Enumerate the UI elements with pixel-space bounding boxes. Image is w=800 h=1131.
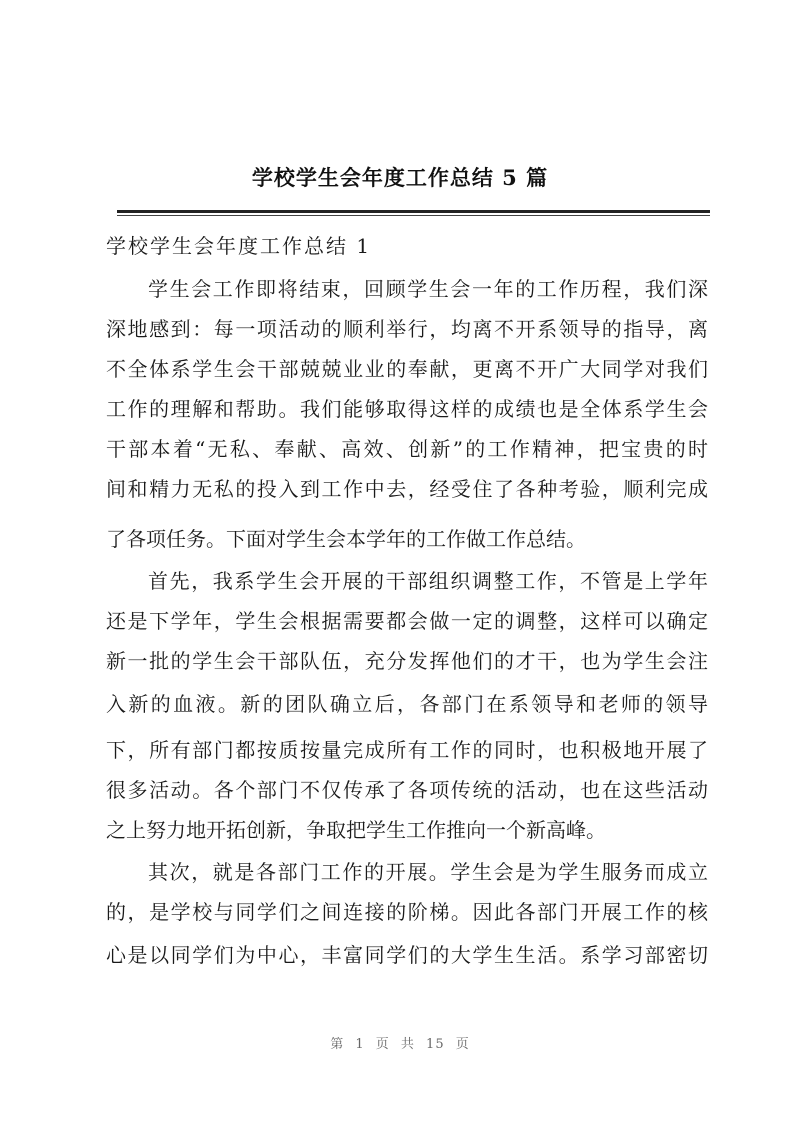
title-rule-thick: [117, 210, 710, 213]
paragraph-line: 下，所有部门都按质按量完成所有工作的同时，也积极地开展了: [106, 738, 708, 762]
paragraph-line: 首先，我系学生会开展的干部组织调整工作，不管是上学年: [148, 569, 708, 593]
paragraph-line: 深地感到：每一项活动的顺利举行，均离不开系领导的指导，离: [106, 317, 708, 341]
page-footer: 第 1 页 共 15 页: [330, 1037, 470, 1052]
page-title: 学校学生会年度工作总结 5 篇: [251, 165, 549, 190]
title-rule-thin: [117, 215, 710, 216]
paragraph-line: 了各项任务。下面对学生会本学年的工作做工作总结。: [106, 527, 586, 551]
paragraph-line: 不全体系学生会干部兢兢业业的奉献，更离不开广大同学对我们: [106, 357, 708, 381]
paragraph-line: 入新的血液。新的团队确立后，各部门在系领导和老师的领导: [106, 692, 708, 716]
paragraph-line: 的，是学校与同学们之间连接的阶梯。因此各部门开展工作的核: [106, 900, 708, 924]
paragraph-line: 之上努力地开拓创新，争取把学生工作推向一个新高峰。: [106, 818, 606, 842]
paragraph-line: 新一批的学生会干部队伍，充分发挥他们的才干，也为学生会注: [106, 649, 708, 673]
paragraph-line: 其次，就是各部门工作的开展。学生会是为学生服务而成立: [148, 860, 708, 884]
paragraph-line: 间和精力无私的投入到工作中去，经受住了各种考验，顺利完成: [106, 477, 708, 501]
paragraph-line: 很多活动。各个部门不仅传承了各项传统的活动，也在这些活动: [106, 778, 708, 802]
paragraph-line: 心是以同学们为中心，丰富同学们的大学生生活。系学习部密切: [106, 943, 708, 967]
section-heading: 学校学生会年度工作总结 1: [106, 234, 372, 258]
paragraph-line: 学生会工作即将结束，回顾学生会一年的工作历程，我们深: [148, 277, 708, 301]
paragraph-line: 工作的理解和帮助。我们能够取得这样的成绩也是全体系学生会: [106, 397, 708, 421]
paragraph-line: 还是下学年，学生会根据需要都会做一定的调整，这样可以确定: [106, 609, 708, 633]
paragraph-line: 干部本着“无私、奉献、高效、创新”的工作精神，把宝贵的时: [106, 437, 708, 461]
